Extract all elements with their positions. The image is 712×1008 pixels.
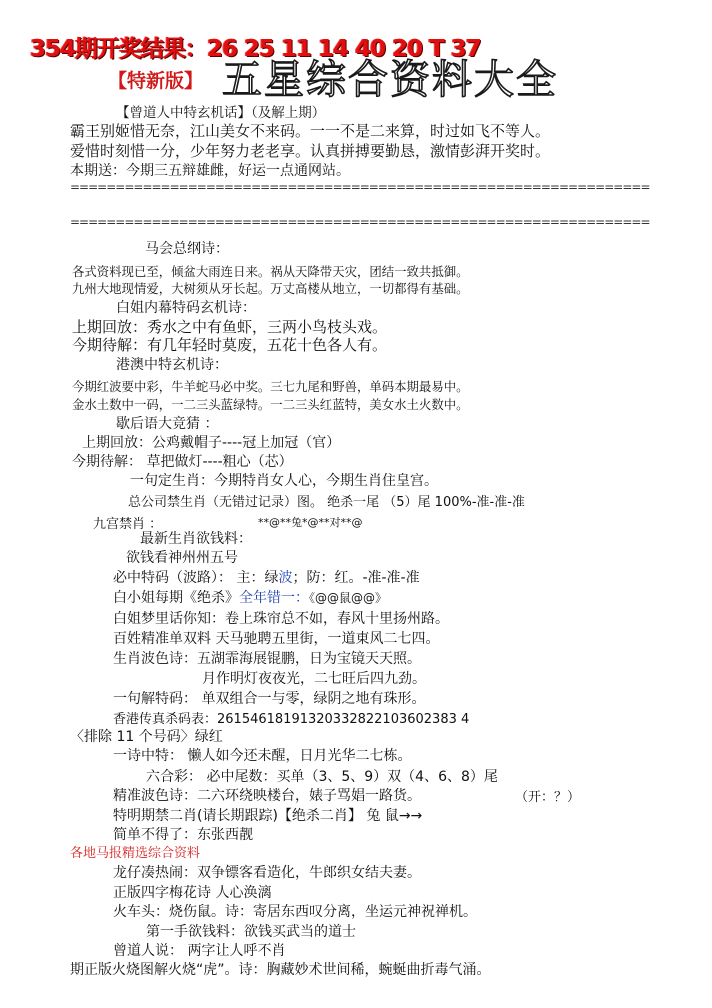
- xiehouyu-now: 今期待解： 草把做灯----粗心（芯）: [72, 454, 293, 470]
- separator-2: ================================================================: [70, 215, 650, 229]
- intro-line-2: 爱惜时刻惜一分，少年努力老老享。认真拼搏要勤恳，激情彭湃开奖时。: [70, 142, 551, 160]
- separator-1: ================================================================: [70, 180, 650, 194]
- intro-line-3: 本期送：今期三五辩雄雌，好运一点通网站。: [70, 163, 350, 179]
- page-title: 五星综合资料大全: [222, 57, 558, 103]
- gangao-line-1: 今期红波要中彩，牛羊蛇马必中奖。三七九尾和野兽，单码本期最易中。: [72, 379, 469, 394]
- edition-label: 【特新版】: [108, 70, 204, 92]
- gangao-line-2: 金水土数中一码，一二三头蓝绿特。一二三头红蓝特，美女水土火数中。: [72, 397, 469, 412]
- jiugong-label: 九宫禁肖 ：: [93, 517, 163, 532]
- xiehouyu-last: 上期回放：公鸡戴帽子----冠上加冠（官）: [82, 435, 341, 451]
- huoche-line: 火车头：烧伤鼠。诗：寄居东西叹分离，坐运元神祝禅机。: [113, 904, 477, 920]
- jingzhun-line: 精准波色诗：二六环绕映楼台，婊子骂娼一路货。: [113, 788, 421, 804]
- jiugong-value: **@**兔*@**对**@: [258, 516, 363, 529]
- baiji-heading: 白姐内幕特码玄机诗：: [116, 300, 256, 316]
- bizhong-text-c: ；防：红。-准-准-准: [292, 570, 420, 586]
- jinsheng-line: 总公司禁生肖（无错过记录）图。 绝杀一尾 （5）尾 100%-准-准-准: [128, 495, 525, 510]
- liuhecai-line: 六合彩： 必中尾数：买单（3、5、9）双（4、6、8）尾: [146, 769, 498, 785]
- baixiaojie-text-c: 《@@鼠@@》: [309, 591, 388, 605]
- yishi-line: 一诗中特： 懒人如今还未醒，日月光华二七栋。: [113, 748, 412, 764]
- yuqian-heading: 最新生肖欲钱料：: [140, 531, 252, 547]
- diyishou-line: 第一手欲钱料：欲钱买武当的道士: [146, 924, 356, 940]
- gangao-heading: 港澳中特玄机诗：: [116, 357, 228, 373]
- bizhong-line: [113, 567, 420, 587]
- teming-line: 特明期禁二肖(请长期跟踪)【绝杀二肖】 兔 鼠→→: [113, 808, 423, 824]
- baijie-dream-line: 白姐梦里话你知：卷上珠帘总不如，春风十里扬州路。: [113, 611, 449, 627]
- zengdao-line: 曾道人说： 两字让人呼不肖: [113, 943, 286, 959]
- yijujie-line: 一句解特码： 单双组合一与零，绿阴之地有珠形。: [113, 691, 426, 707]
- longzai-line: 龙仔凑热闹：双争镖客看造化，牛郎织女结夫妻。: [113, 865, 421, 881]
- baiji-now: 今期待解：有几年轻时莫废，五花十色各人有。: [72, 336, 388, 354]
- shengxiao-bose-line-2: 月作明灯夜夜光，二七旺后四九劲。: [202, 671, 426, 687]
- zhengban-line: 正版四字梅花诗 人心涣漓: [113, 885, 272, 901]
- paichu-line: 〈排除 11 个号码〉绿红: [70, 729, 223, 745]
- baixing-line: 百姓精准单双料 天马驰聘五里街，一道東风二七四。: [113, 631, 440, 647]
- intro-heading: 【曾道人中特玄机话】（及解上期）: [116, 105, 326, 121]
- baixiaojie-text-b: 全年错一：: [239, 590, 309, 606]
- kai-label: （开：？）: [515, 790, 581, 805]
- mahui-line-1: 各式资料现已至，倾盆大雨连日来。祸从天降带天灾，团结一致共抵御。: [72, 264, 469, 279]
- shengxiao-bose-line: 生肖波色诗：五湖霏海展锟鹏，日为宝镜天天照。: [113, 651, 421, 667]
- xiehouyu-heading: 歇后语大竞猜 ：: [116, 416, 219, 432]
- huoshao-line: 期正版火烧图解火烧“虎”。诗：胸藏妙术世间稀，蜿蜒曲折毒气涌。: [70, 962, 491, 978]
- mahui-line-2: 九州大地现情爱，大树须从牙长起。万丈高楼从地立，一切都得有基础。: [72, 281, 469, 296]
- gedi-heading: 各地马报精选综合资料: [70, 846, 201, 861]
- baiji-last: 上期回放：秀水之中有鱼虾，三两小鸟枝头戏。: [72, 318, 388, 336]
- baixiaojie-text-a: 白小姐每期《绝杀》: [113, 590, 239, 606]
- intro-line-1: 霸王别姬惜无奈，江山美女不来码。一一不是二来算，时过如飞不等人。: [70, 122, 551, 140]
- dingsheng-line: 一句定生肖：今期特肖女人心，今期生肖住皇宫。: [130, 473, 438, 489]
- yuqian-line: 欲钱看神州州五号: [126, 550, 238, 566]
- result-banner: 354期开奖结果：26 25 11 14 40 20 T 37: [30, 36, 481, 62]
- bizhong-text-a: 必中特码（波路）： 主：绿: [113, 570, 279, 586]
- jiandan-line: 简单不得了：东张西靓: [113, 827, 253, 843]
- mahui-heading: 马会总纲诗：: [145, 241, 229, 257]
- baixiaojie-line: [113, 587, 387, 607]
- bizhong-text-b: 波: [278, 570, 293, 586]
- xianggang-line: 香港传真杀码表：26154618191320332822103602383 4: [113, 712, 470, 727]
